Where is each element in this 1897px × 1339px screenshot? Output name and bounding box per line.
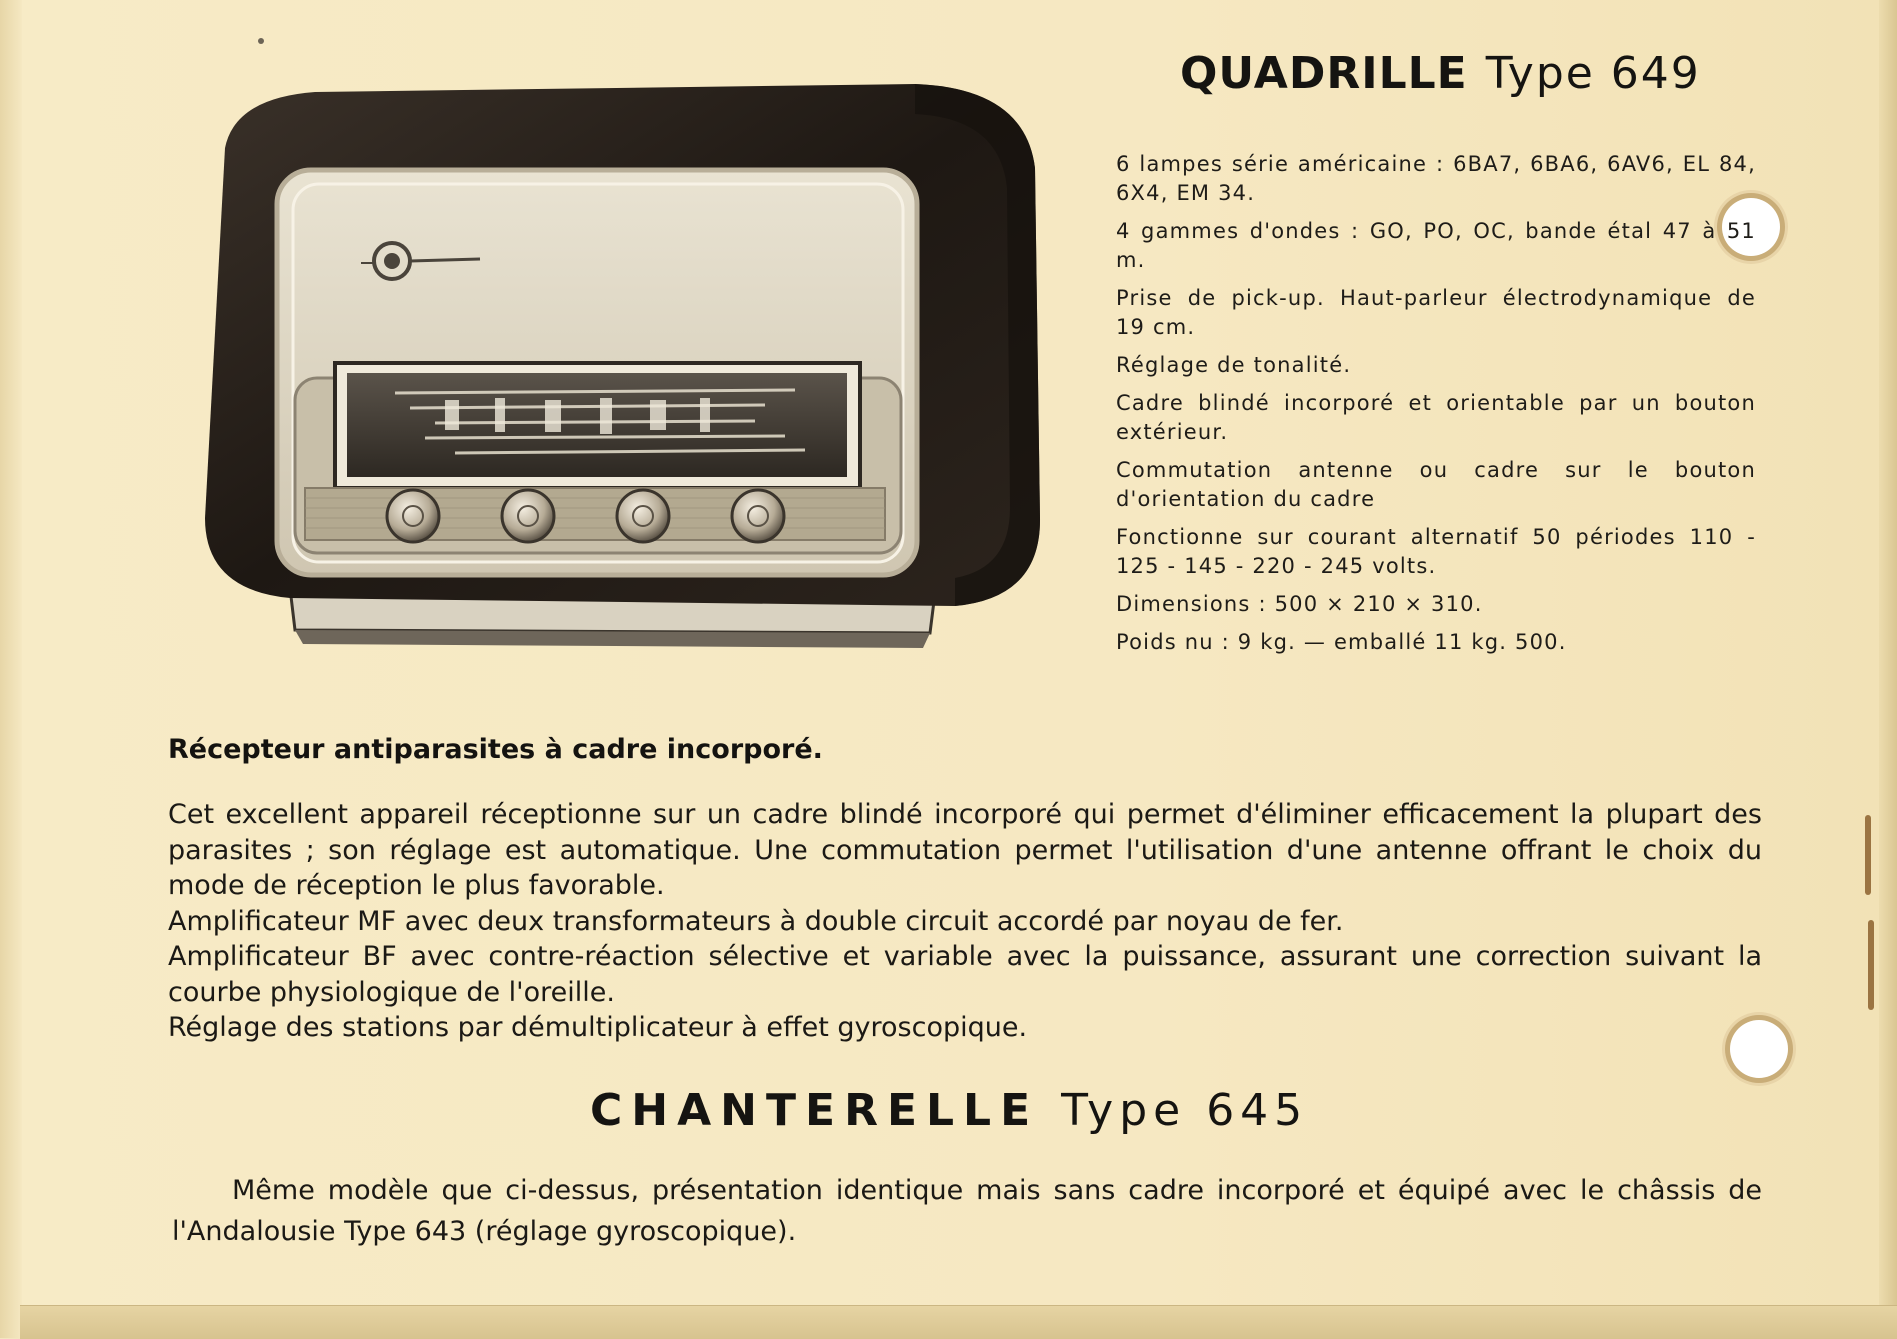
spec-list	[1116, 150, 1756, 666]
tear-mark-upper	[1865, 815, 1871, 895]
chanterelle-description	[172, 1170, 1762, 1252]
quadrille-description	[168, 797, 1762, 1046]
knob	[732, 490, 784, 542]
knob	[387, 490, 439, 542]
chanterelle-type: Type 645	[1061, 1085, 1309, 1136]
description-paragraph: Cet excellent appareil réceptionne sur un cadre blindé incorporé qui permet d'éliminer efficacement la plupart des parasites ; son réglage est automatique. Une commutation permet l'utilisation d'une antenne offrant le choix du mode de réception le plus favorable.	[168, 799, 1762, 901]
quadrille-heading	[1180, 48, 1701, 99]
description-paragraph: Amplificateur BF avec contre-réaction sélective et variable avec la puissance, assurant une correction suivant la courbe physiologique de l'oreille.	[168, 941, 1762, 1008]
quadrille-type: Type 649	[1485, 48, 1701, 99]
spec-item: Réglage de tonalité.	[1116, 353, 1352, 377]
quadrille-name: QUADRILLE	[1180, 48, 1468, 99]
spec-item: Prise de pick-up. Haut-parleur électrodynamique de 19 cm.	[1116, 286, 1756, 339]
page-left-edge	[0, 0, 22, 1338]
knob	[617, 490, 669, 542]
description-paragraph: Réglage des stations par démultiplicateur à effet gyroscopique.	[168, 1012, 1028, 1043]
spec-item: 4 gammes d'ondes : GO, PO, OC, bande étal 47 à 51 m.	[1116, 219, 1756, 272]
quadrille-subheading: Récepteur antiparasites à cadre incorporé.	[168, 734, 823, 765]
page-bottom-edge	[20, 1305, 1897, 1339]
chanterelle-heading	[590, 1085, 1308, 1136]
spec-item: Poids nu : 9 kg. — emballé 11 kg. 500.	[1116, 630, 1567, 654]
chanterelle-paragraph: Même modèle que ci-dessus, présentation identique mais sans cadre incorporé et équipé avec le châssis de l'Andalousie Type 643 (réglage gyroscopique).	[172, 1175, 1762, 1247]
knob	[502, 490, 554, 542]
ink-spot	[258, 38, 264, 44]
spec-item: Commutation antenne ou cadre sur le bouton d'orientation du cadre	[1116, 458, 1756, 511]
spec-item: Dimensions : 500 × 210 × 310.	[1116, 592, 1483, 616]
spec-item: 6 lampes série américaine : 6BA7, 6BA6, 6AV6, EL 84, 6X4, EM 34.	[1116, 152, 1756, 205]
spec-item: Fonctionne sur courant alternatif 50 périodes 110 - 125 - 145 - 220 - 245 volts.	[1116, 525, 1756, 578]
chanterelle-name: CHANTERELLE	[590, 1085, 1040, 1136]
spec-item: Cadre blindé incorporé et orientable par un bouton extérieur.	[1116, 391, 1756, 444]
tear-mark-lower	[1868, 920, 1874, 1010]
description-paragraph: Amplificateur MF avec deux transformateurs à double circuit accordé par noyau de fer.	[168, 905, 1344, 937]
page-right-edge	[1879, 0, 1897, 1338]
radio-illustration	[195, 78, 1045, 668]
